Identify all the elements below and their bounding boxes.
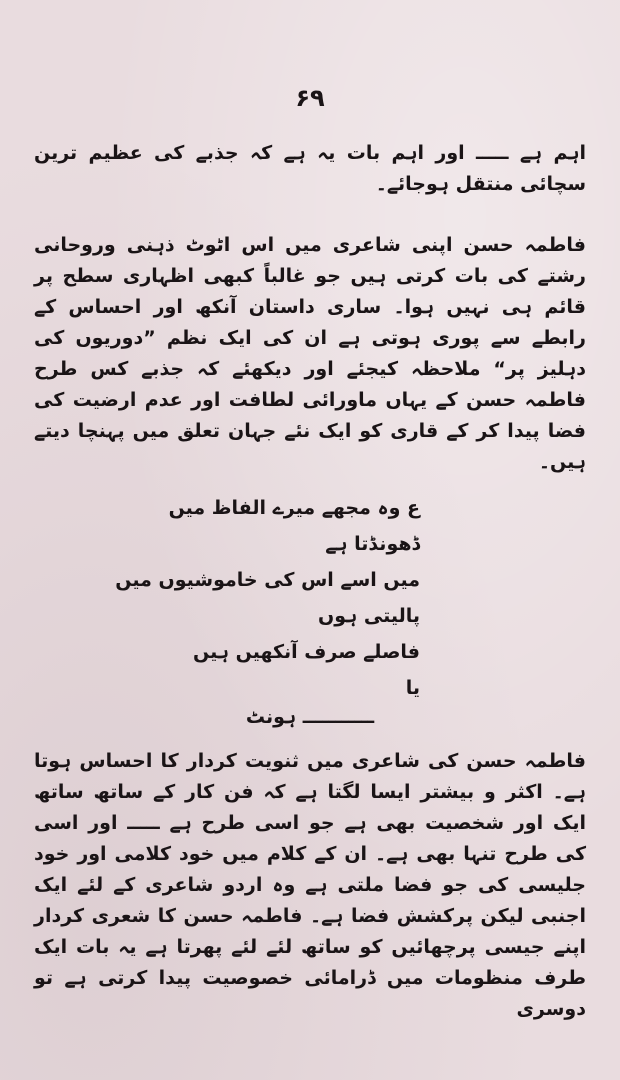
poem-line-1: ع وہ مجھے میرے الفاظ میں [168, 497, 420, 519]
poem-line-5: فاصلے صرف آنکھیں ہیں [193, 641, 420, 663]
page-number: ۶۹ [295, 84, 325, 112]
poem [115, 490, 420, 706]
paragraph-2: فاطمہ حسن اپنی شاعری میں اس اٹوٹ ذہنی وروحانی رشتے کی بات کرتی ہیں جو غالباً کبھی اظہاری سطح پر قائم ہی نہیں ہوا۔ ساری داستان آنکھ اور احساس کے رابطے سے پوری ہوتی ہے ان کی ایک نظم ”دوریوں کی دہلیز پر“ ملاحظہ کیجئے اور دیکھئے کہ جذبے کس طرح فاطمہ حسن کے یہاں ماورائی لطافت اور عدم ارضیت کی فضا پیدا کر کے قاری کو ایک نئے جہان تعلق میں پہنچا دیتے ہیں۔ [34, 234, 586, 473]
poem-line-7: ـــــــــــ ہونٹ [245, 706, 375, 728]
poem-line-4: پالیتی ہوں [317, 605, 420, 627]
poem-line-3: میں اسے اس کی خاموشیوں میں [115, 569, 420, 591]
paragraph-1: اہم ہے ـــــ اور اہم بات یہ ہے کہ جذبے کی عظیم ترین سچائی منتقل ہوجائے۔ [34, 142, 586, 195]
poem-line-2: ڈھونڈتا ہے [325, 533, 420, 555]
poem-line-6: یا [405, 677, 420, 699]
paragraph-3: فاطمہ حسن کی شاعری میں ثنویت کردار کا احساس ہوتا ہے۔ اکثر و بیشتر ایسا لگتا ہے کہ فن کار کے ساتھ ساتھ ایک اور شخصیت بھی ہے جو اسی طرح ہے ـــــ اور اسی کی طرح تنہا بھی ہے۔ ان کے کلام میں خود کلامی اور خود جلیسی کی جو فضا ملتی ہے وہ اردو شاعری کے لئے ایک اجنبی لیکن پرکشش فضا ہے۔ فاطمہ حسن کا شعری کردار اپنے جیسی پرچھائیں کو ساتھ لئے لئے پھرتا ہے یہ بات ایک طرف منظومات میں ڈرامائی خصوصیت پیدا کرتی ہے تو دوسری [34, 750, 586, 1020]
